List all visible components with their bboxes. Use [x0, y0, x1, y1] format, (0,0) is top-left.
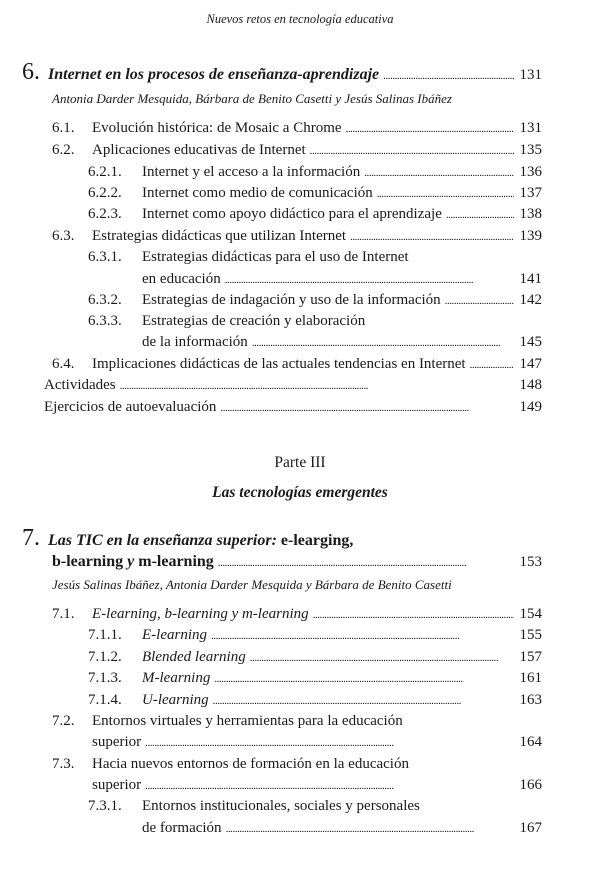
- entry-number: 6.2.3.: [88, 206, 122, 222]
- page-number: 154: [519, 606, 542, 622]
- entry-title: Estrategias de creación y elaboración: [142, 313, 366, 329]
- entry-title-continued: en educación: [142, 271, 221, 287]
- toc-entry: [52, 118, 542, 138]
- dot-leader: [383, 65, 513, 86]
- entry-number: 7.3.1.: [88, 798, 122, 814]
- page-number: 145: [519, 334, 542, 350]
- entry-title: Aplicaciones educativas de Internet: [92, 142, 306, 158]
- entry-title-continued: superior: [92, 734, 142, 750]
- page-number: 135: [519, 142, 542, 158]
- chapter-7-authors: Jesús Salinas Ibáñez, Antonia Darder Mesquida y Bárbara de Benito Casetti: [52, 577, 452, 592]
- toc-entry: [44, 397, 542, 417]
- page-number: 141: [519, 271, 542, 287]
- entry-number: 7.1.4.: [88, 692, 122, 708]
- entry-title: Hacia nuevos entornos de formación en la educación: [92, 756, 409, 772]
- dot-leader: [145, 732, 513, 753]
- entry-number: 6.3.: [52, 228, 75, 244]
- dot-leader: [214, 668, 513, 689]
- dot-leader: [377, 183, 514, 204]
- page-number: 142: [519, 292, 542, 308]
- toc-entry: [44, 375, 542, 395]
- page-number: 139: [519, 228, 542, 244]
- toc-entry: [52, 604, 542, 624]
- toc-entry: [88, 796, 420, 816]
- page-number: 164: [519, 734, 542, 750]
- toc-entry: [52, 354, 542, 374]
- entry-title: Implicaciones didácticas de las actuales tendencias en Internet: [92, 356, 466, 372]
- dot-leader: [346, 118, 514, 139]
- entry-title: Ejercicios de autoevaluación: [44, 399, 217, 415]
- dot-leader: [446, 204, 514, 225]
- page-number: 148: [519, 377, 542, 393]
- toc-entry: [92, 732, 542, 752]
- toc-entry: [88, 690, 542, 710]
- page-number: 147: [519, 356, 542, 372]
- toc-entry: [142, 818, 542, 838]
- chapter-number: 6.: [22, 59, 40, 85]
- toc-entry: [92, 775, 542, 795]
- page-number: 163: [519, 692, 542, 708]
- toc-entry: [88, 647, 542, 667]
- page-number: 131: [519, 120, 542, 136]
- dot-leader: [220, 397, 513, 418]
- entry-title-continued: de la información: [142, 334, 248, 350]
- toc-entry: [88, 668, 542, 688]
- entry-number: 6.3.2.: [88, 292, 122, 308]
- dot-leader: [470, 354, 514, 375]
- entry-title: Actividades: [44, 377, 116, 393]
- chapter-title: Internet en los procesos de enseñanza-aprendizaje: [48, 66, 380, 83]
- entry-number: 7.1.2.: [88, 649, 122, 665]
- page-number: 136: [519, 164, 542, 180]
- chapter-title-italic: Las TIC en la enseñanza superior:: [48, 532, 277, 549]
- dot-leader: [213, 690, 514, 711]
- entry-number: 6.2.: [52, 142, 75, 158]
- dot-leader: [226, 818, 514, 839]
- entry-number: 7.3.: [52, 756, 75, 772]
- toc-entry: [52, 711, 403, 731]
- entry-title: Evolución histórica: de Mosaic a Chrome: [92, 120, 342, 136]
- entry-number: 6.1.: [52, 120, 75, 136]
- toc-entry: [142, 269, 542, 289]
- entry-title: E-learning, b-learning y m-learning: [92, 606, 309, 622]
- entry-title: E-learning: [142, 627, 207, 643]
- entry-number: 6.3.1.: [88, 249, 122, 265]
- dot-leader: [350, 226, 513, 247]
- toc-entry: [52, 754, 409, 774]
- chapter-6-authors: Antonia Darder Mesquida, Bárbara de Benito Casetti y Jesús Salinas Ibáñez: [52, 91, 452, 106]
- chapter-6-heading: [22, 59, 542, 85]
- page-number: 157: [519, 649, 542, 665]
- toc-entry: [88, 162, 542, 182]
- toc-entry: [88, 247, 409, 267]
- dot-leader: [313, 604, 514, 625]
- dot-leader: [145, 775, 513, 796]
- page-number: 131: [519, 67, 542, 83]
- dot-leader: [310, 140, 514, 161]
- running-header: Nuevos retos en tecnología educativa: [206, 12, 394, 26]
- toc-entry: [142, 332, 542, 352]
- entry-number: 7.1.1.: [88, 627, 122, 643]
- entry-title: Entornos virtuales y herramientas para la educación: [92, 713, 403, 729]
- title-part: y: [127, 553, 135, 570]
- entry-title: Estrategias didácticas para el uso de Internet: [142, 249, 409, 265]
- entry-title: M-learning: [142, 670, 211, 686]
- page-number: 137: [519, 185, 542, 201]
- entry-number: 6.4.: [52, 356, 75, 372]
- entry-title: Internet y el acceso a la información: [142, 164, 361, 180]
- entry-title: Internet como apoyo didáctico para el aprendizaje: [142, 206, 442, 222]
- entry-title: Entornos institucionales, sociales y personales: [142, 798, 420, 814]
- dot-leader: [250, 647, 514, 668]
- dot-leader: [364, 162, 513, 183]
- entry-number: 6.2.1.: [88, 164, 122, 180]
- toc-entry: [52, 226, 542, 246]
- entry-title-continued: superior: [92, 777, 142, 793]
- dot-leader: [218, 552, 514, 573]
- entry-number: 7.2.: [52, 713, 75, 729]
- dot-leader: [120, 375, 514, 396]
- entry-title: Estrategias didácticas que utilizan Internet: [92, 228, 347, 244]
- page-number: 153: [519, 554, 542, 570]
- title-part: m-learning: [134, 553, 214, 570]
- dot-leader: [252, 332, 514, 353]
- entry-number: 7.1.3.: [88, 670, 122, 686]
- toc-entry: [88, 183, 542, 203]
- entry-title-continued: de formación: [142, 820, 222, 836]
- page-number: 149: [519, 399, 542, 415]
- page-number: 155: [519, 627, 542, 643]
- chapter-7-heading-line2: [52, 552, 542, 572]
- chapter-7-heading: [22, 525, 354, 551]
- dot-leader: [211, 625, 514, 646]
- entry-number: 6.2.2.: [88, 185, 122, 201]
- toc-entry: [88, 311, 365, 331]
- toc-entry: [52, 140, 542, 160]
- entry-title: U-learning: [142, 692, 209, 708]
- entry-number: 7.1.: [52, 606, 75, 622]
- entry-title: Internet como medio de comunicación: [142, 185, 373, 201]
- page-number: 138: [519, 206, 542, 222]
- toc-entry: [88, 290, 542, 310]
- entry-number: 6.3.3.: [88, 313, 122, 329]
- page-number: 166: [519, 777, 542, 793]
- page-number: 167: [519, 820, 542, 836]
- chapter-number: 7.: [22, 525, 40, 551]
- title-part: b-learning: [52, 553, 128, 570]
- part-title: Las tecnologías emergentes: [212, 484, 388, 501]
- entry-title: Estrategias de indagación y uso de la información: [142, 292, 441, 308]
- page-number: 161: [519, 670, 542, 686]
- toc-entry: [88, 625, 542, 645]
- dot-leader: [445, 290, 514, 311]
- part-label: Parte III: [274, 454, 326, 471]
- chapter-title-rest: e-learging,: [276, 532, 354, 549]
- dot-leader: [225, 269, 514, 290]
- toc-entry: [88, 204, 542, 224]
- entry-title: Blended learning: [142, 649, 246, 665]
